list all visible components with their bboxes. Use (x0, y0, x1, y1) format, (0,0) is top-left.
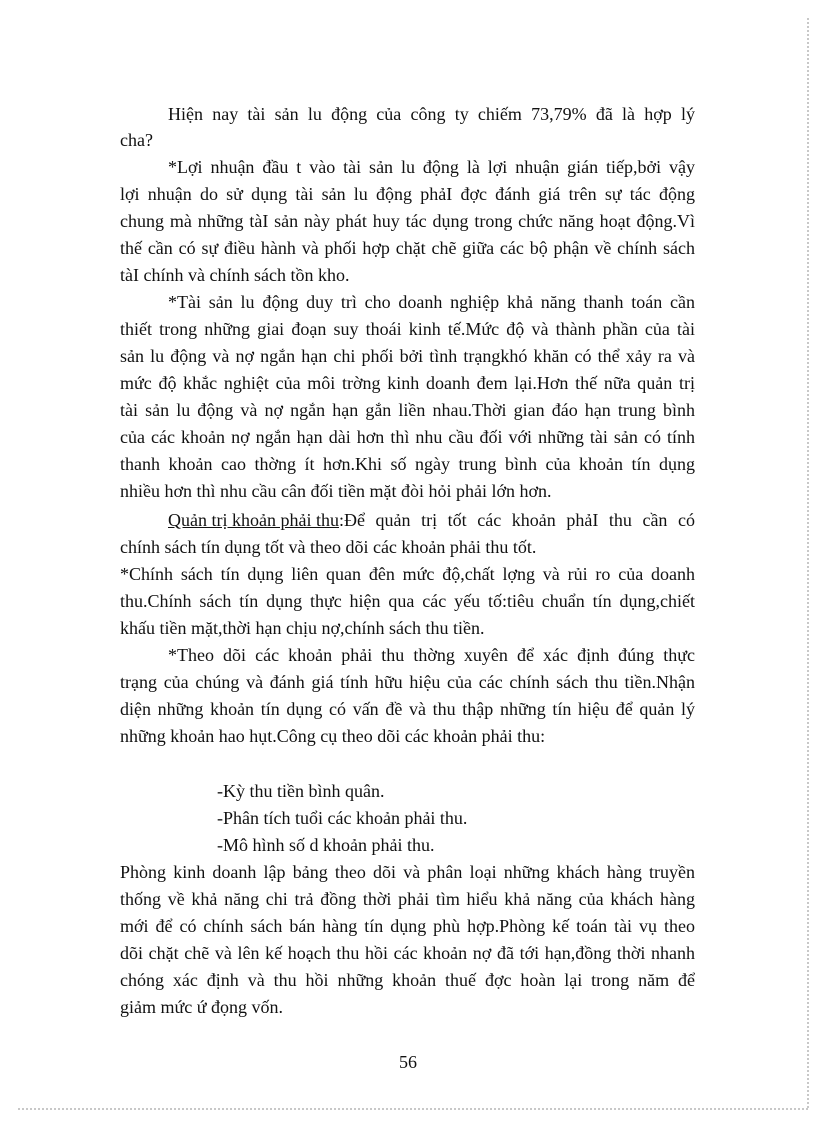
text-line: Hiện nay tài sản lu động của công ty chiếm 73,79% đã là hợp lý (168, 104, 695, 124)
page-border-bottom (18, 1108, 808, 1110)
page-border-right (807, 18, 809, 1108)
text-line: thống về khả năng chi trả đồng thời phải tìm hiểu khả năng của khách hàng (120, 889, 695, 909)
text-line: dõi chặt chẽ và lên kế hoạch thu hồi các khoản nợ đã tới hạn,đồng thời nhanh (120, 943, 695, 963)
section-lead-text: :Để quản trị tốt các khoản phảI thu cần có (338, 510, 695, 530)
text-line: *Theo dõi các khoản phải thu thờng xuyên để xác định đúng thực (168, 645, 695, 665)
text-line: sản lu động và nợ ngắn hạn chi phối bởi tình trạngkhó khăn có thể xảy ra và (120, 346, 695, 366)
text-line: thu.Chính sách tín dụng thực hiện qua các yếu tố:tiêu chuẩn tín dụng,chiết (120, 591, 695, 611)
text-line: cha? (120, 130, 153, 150)
text-line: *Tài sản lu động duy trì cho doanh nghiệp khả năng thanh toán cần (168, 292, 695, 312)
text-line: trạng của chúng và đánh giá tính hữu hiệu của các chính sách thu tiền.Nhận (120, 672, 695, 692)
text-line: thiết trong những giai đoạn suy thoái kinh tế.Mức độ và thành phần của tài (120, 319, 695, 339)
text-line: mức độ khắc nghiệt của môi trờng kinh doanh đem lại.Hơn thế nữa quản trị (120, 373, 695, 393)
list-item: -Phân tích tuổi các khoản phải thu. (217, 808, 468, 828)
text-line: tàI chính và chính sách tồn kho. (120, 265, 350, 285)
text-line: Phòng kinh doanh lập bảng theo dõi và phân loại những khách hàng truyền (120, 862, 695, 882)
text-line: chính sách tín dụng tốt và theo dõi các khoản phải thu tốt. (120, 537, 537, 557)
text-line: mới để có chính sách bán hàng tín dụng phù hợp.Phòng kế toán tài vụ theo (120, 916, 695, 936)
text-line: thế cần có sự điều hành và phối hợp chặt chẽ giữa các bộ phận về chính sách (120, 238, 695, 258)
list-item: -Kỳ thu tiền bình quân. (217, 781, 385, 801)
text-line: những khoản hao hụt.Công cụ theo dõi các khoản phải thu: (120, 726, 546, 746)
section-heading: Quản trị khoản phải thu (168, 510, 339, 530)
receivables-heading-line (168, 507, 695, 533)
text-line: khấu tiền mặt,thời hạn chịu nợ,chính sách thu tiền. (120, 618, 485, 638)
text-line: của các khoản nợ ngắn hạn dài hơn thì nhu cầu đối với những tài sản có tính (120, 427, 695, 447)
text-line: chung mà những tàI sản này phát huy tác dụng trong chức năng hoạt động.Vì (120, 211, 695, 231)
text-line: diện những khoản tín dụng có vấn đề và thu thập những tín hiệu để quản lý (120, 699, 695, 719)
text-line: *Lợi nhuận đầu t vào tài sản lu động là lợi nhuận gián tiếp,bởi vậy (168, 157, 695, 177)
page-number: 56 (399, 1052, 417, 1072)
text-line: nhiều hơn thì nhu cầu cân đối tiền mặt đòi hỏi phải lớn hơn. (120, 481, 552, 501)
text-line: thanh khoản cao thờng ít hơn.Khi số ngày trung bình của khoản tín dụng (120, 454, 695, 474)
text-line: chóng xác định và thu hồi những khoản thuế đợc hoàn lại trong năm để (120, 970, 695, 990)
text-line: *Chính sách tín dụng liên quan đên mức độ,chất lợng và rủi ro của doanh (120, 564, 695, 584)
text-line: tài sản lu động và nợ ngắn hạn gắn liền nhau.Thời gian đáo hạn trung bình (120, 400, 695, 420)
text-line: giảm mức ứ đọng vốn. (120, 997, 283, 1017)
text-line: lợi nhuận do sử dụng tài sản lu động phảI đợc đánh giá trên sự tác động (120, 184, 695, 204)
list-item: -Mô hình số d khoản phải thu. (217, 835, 435, 855)
